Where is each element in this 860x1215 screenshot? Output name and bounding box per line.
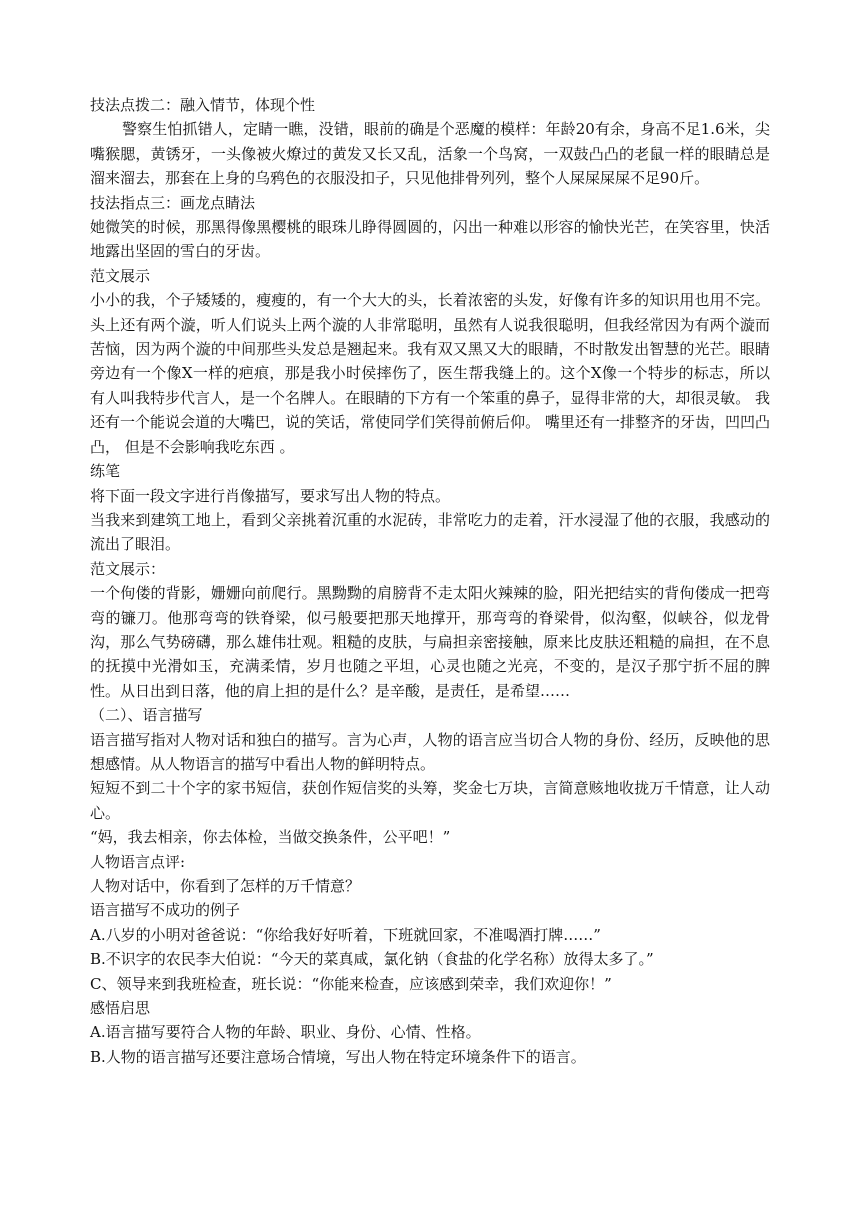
insight-b: B.人物的语言描写还要注意场合情境，写出人物在特定环境条件下的语言。 bbox=[90, 1047, 586, 1066]
paragraph-language-definition: 语言描写指对人物对话和独白的描写。言为心声，人物的语言应当切合人物的身份、经历，反映他的思想感情。从人物语言的描写中看出人物的鲜明特点。 bbox=[90, 730, 770, 773]
quote-sms: “妈，我去相亲，你去体检，当做交换条件，公平吧！” bbox=[90, 828, 451, 847]
heading-technique-3: 技法指点三：画龙点睛法 bbox=[90, 193, 256, 212]
example-a: A.八岁的小明对爸爸说：“你给我好好听着，下班就回家，不准喝酒打牌……” bbox=[90, 925, 601, 944]
heading-language-comment: 人物语言点评: bbox=[90, 852, 186, 871]
example-b: B.不识字的农民李大伯说：“今天的菜真咸，氯化钠（食盐的化学名称）放得太多了。” bbox=[90, 950, 654, 969]
paragraph-father-portrait: 一个佝偻的背影，姗姗向前爬行。黑黝黝的肩膀背不走太阳火辣辣的脸，阳光把结实的背佝偻成一把弯弯的镰刀。他那弯弯的铁脊梁，似弓般要把那天地撑开，那弯弯的脊梁骨，似沟壑，似峡谷，似龙骨沟，那么气势磅礴，那么雄伟壮观。粗糙的皮肤，与扁担亲密接触，原来比皮肤还粗糙的扁担，在不息的抚摸中光滑如玉，充满柔情，岁月也随之平坦，心灵也随之光亮，不变的，是汉子那宁折不屈的脾性。从日出到日落，他的肩上担的是什么？是辛酸，是责任，是希望…… bbox=[90, 584, 770, 700]
paragraph-self-portrait: 小小的我，个子矮矮的，瘦瘦的，有一个大大的头，长着浓密的头发，好像有许多的知识用也用不完。头上还有两个漩，听人们说头上两个漩的人非常聪明，虽然有人说我很聪明，但我经常因为有两个漩而苦恼，因为两个漩的中间那些头发总是翘起来。我有双又黑又大的眼睛，不时散发出智慧的光芒。眼睛旁边有一个像X一样的疤痕，那是我小时侯摔伤了，医生帮我缝上的。这个X像一个特步的标志，所以有人叫我特步代言人，是一个名牌人。在眼睛的下方有一个笨重的鼻子，显得非常的大，却很灵敏。 我还有一个能说会道的大嘴巴，说的笑话，常使同学们笑得前俯后仰。 嘴里还有一排整齐的牙齿，凹凹凸凸， 但是不会影响我吃东西 。 bbox=[90, 291, 770, 456]
heading-language-description: （二）、语言描写 bbox=[90, 706, 203, 725]
example-c: C、领导来到我班检查，班长说：“你能来检查，应该感到荣幸，我们欢迎你！” bbox=[90, 974, 612, 993]
paragraph-practice-text: 当我来到建筑工地上，看到父亲挑着沉重的水泥砖，非常吃力的走着，汗水浸湿了他的衣服，我感动的流出了眼泪。 bbox=[90, 510, 770, 554]
paragraph-police-description: 警察生怕抓错人，定睛一瞧，没错，眼前的确是个恶魔的模样：年龄20有余，身高不足1.6米，尖嘴猴腮，黄锈牙，一头像被火燎过的黄发又长又乱，活象一个鸟窝，一双鼓凸凸的老鼠一样的眼睛总是溜来溜去，那套在上身的乌鸦色的衣服没扣子，只见他排骨列列，整个人屎屎屎屎不足90斤。 bbox=[90, 120, 770, 188]
document-body bbox=[90, 93, 770, 1069]
heading-sample-essay: 范文展示 bbox=[90, 266, 151, 285]
heading-sample-essay-2: 范文展示： bbox=[90, 559, 166, 578]
heading-practice: 练笔 bbox=[90, 462, 121, 481]
question-dialogue: 人物对话中，你看到了怎样的万千情意？ bbox=[90, 877, 361, 895]
heading-technique-2: 技法点拨二：融入情节，体现个性 bbox=[90, 96, 316, 114]
heading-insights: 感悟启思 bbox=[90, 999, 151, 1018]
insight-a: A.语言描写要符合人物的年龄、职业、身份、心情、性格。 bbox=[90, 1023, 481, 1042]
paragraph-practice-instruction: 将下面一段文字进行肖像描写，要求写出人物的特点。 bbox=[90, 486, 451, 505]
heading-bad-examples: 语言描写不成功的例子 bbox=[90, 901, 241, 920]
paragraph-sms-story: 短短不到二十个字的家书短信，获创作短信奖的头筹，奖金七万块，言简意赅地收拢万千情意，让人动心。 bbox=[90, 779, 770, 822]
paragraph-smile-description: 她微笑的时候，那黑得像黑樱桃的眼珠儿睁得圆圆的，闪出一种难以形容的愉快光芒，在笑容里，快活地露出坚固的雪白的牙齿。 bbox=[90, 218, 770, 261]
